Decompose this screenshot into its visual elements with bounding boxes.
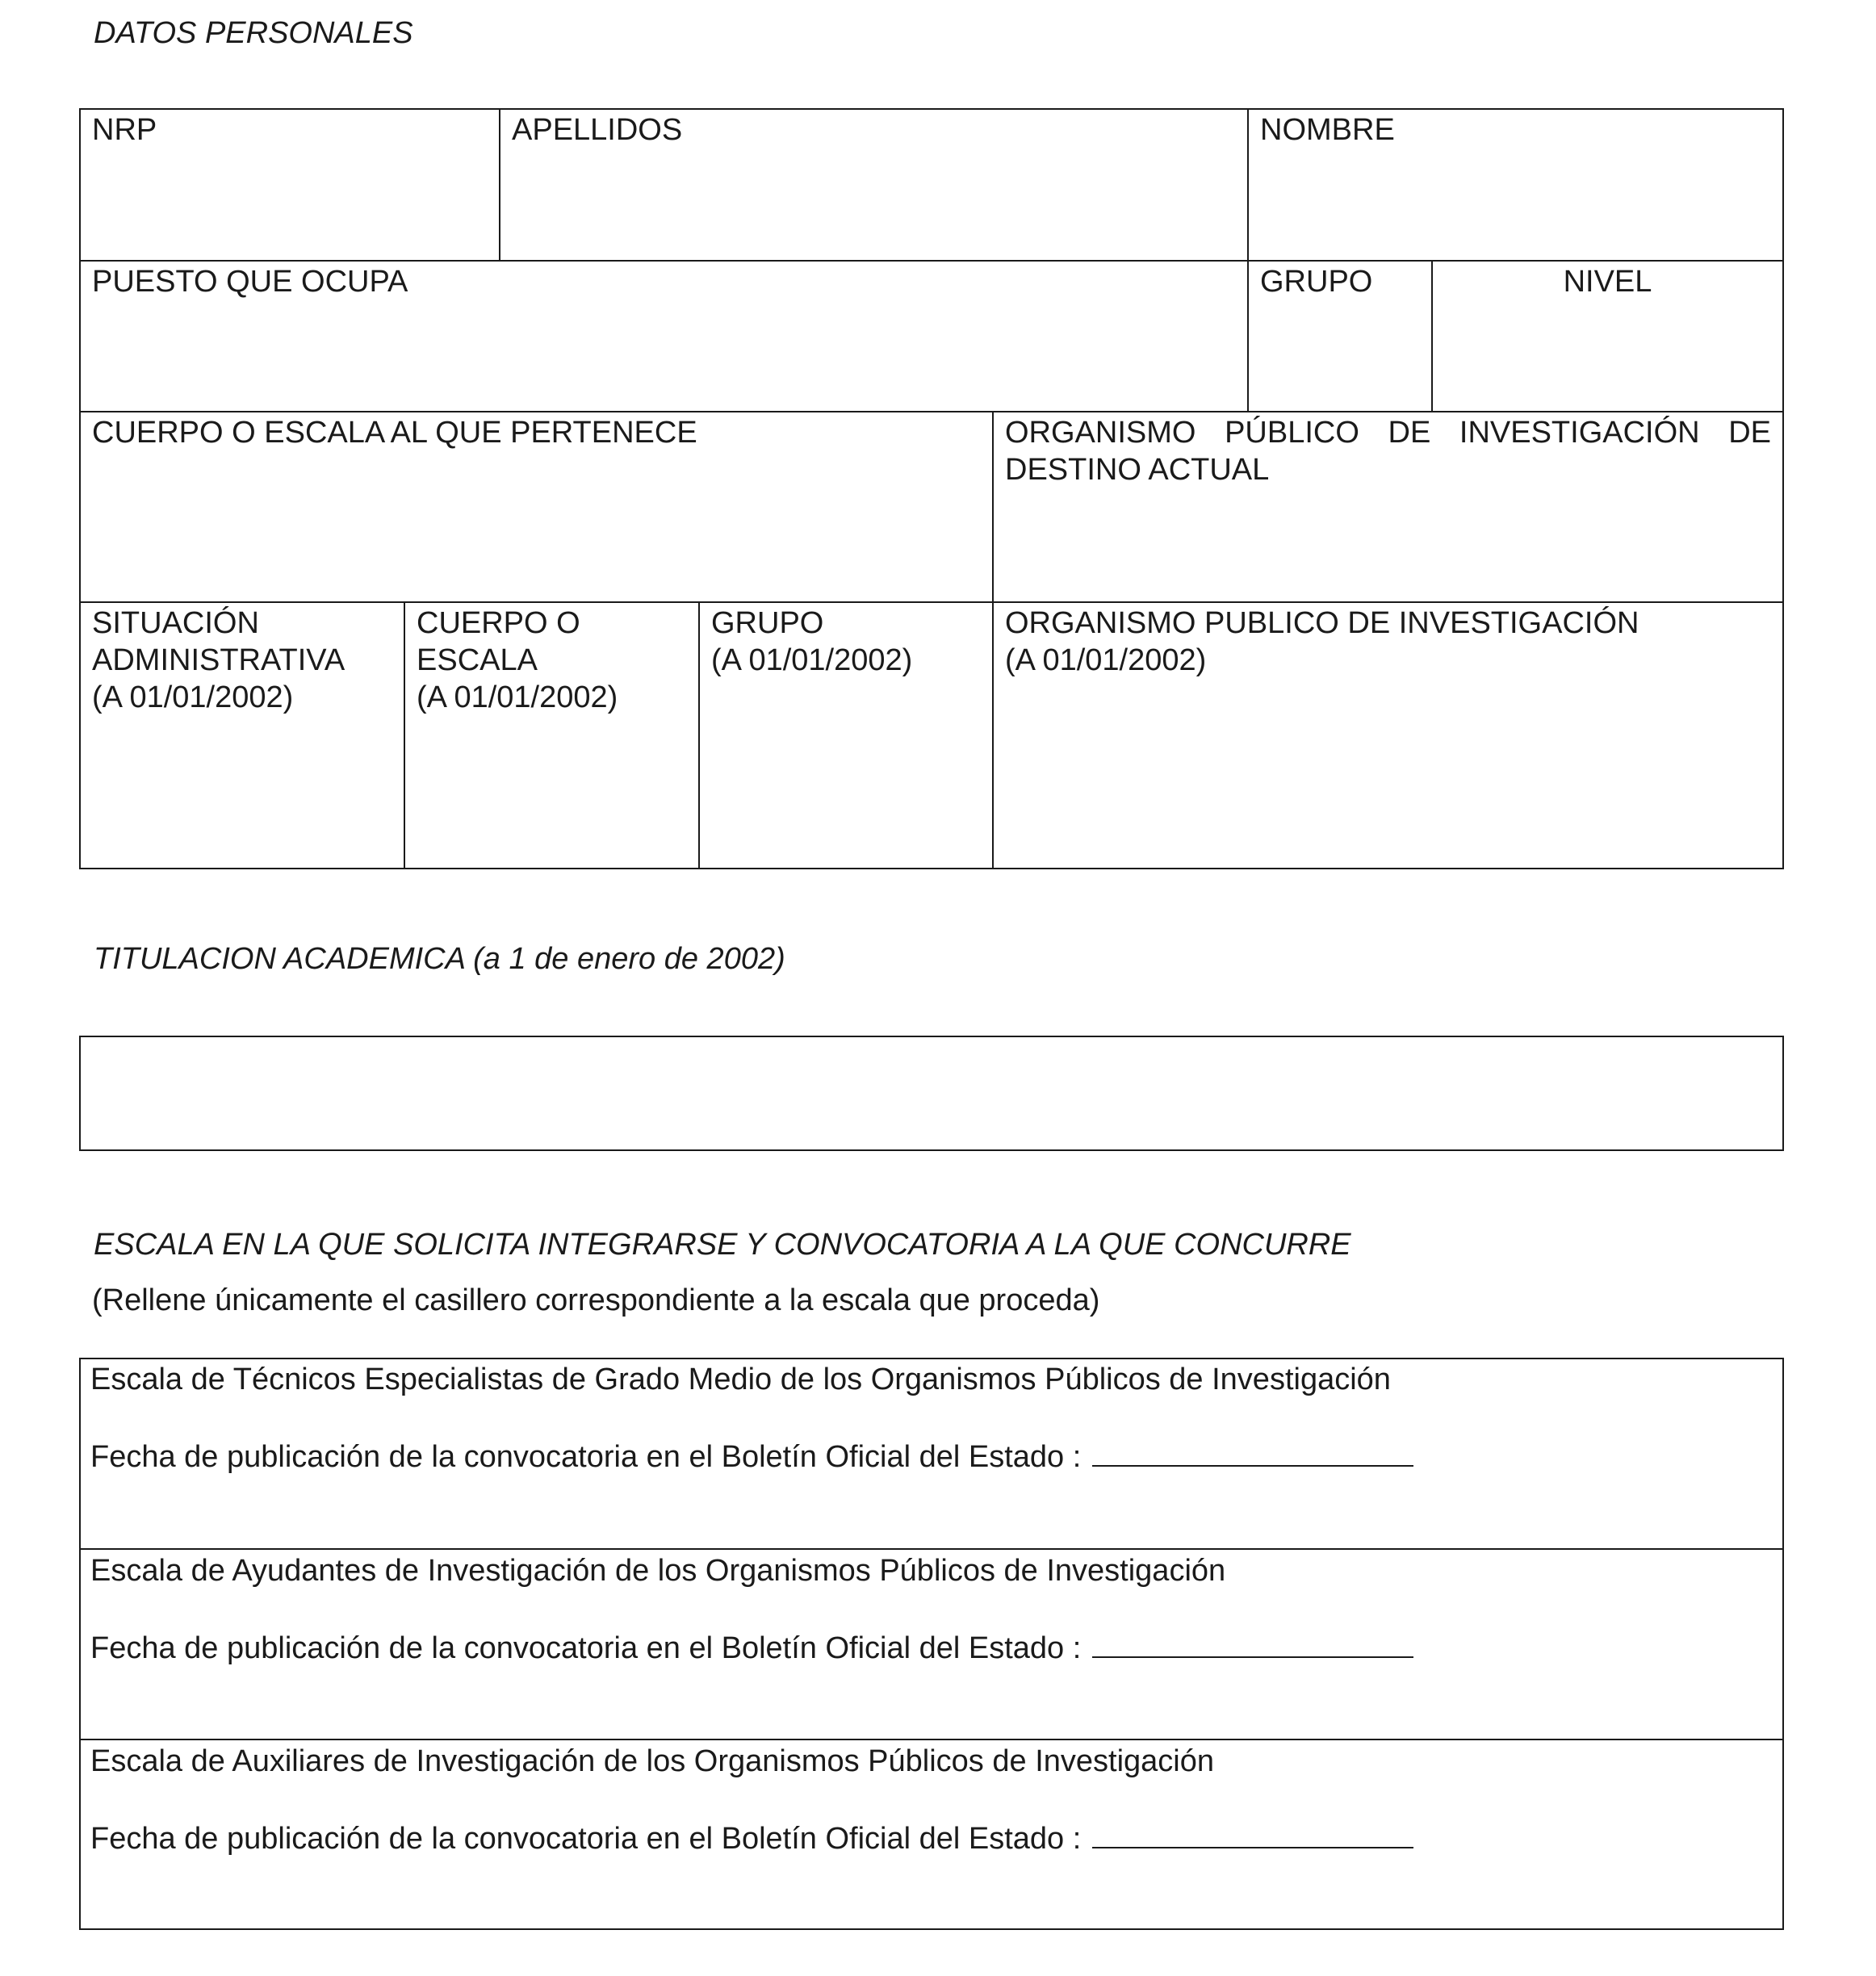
field-puesto[interactable] xyxy=(81,262,1247,411)
scale-option-date-blank[interactable] xyxy=(1092,1631,1413,1658)
section-title-academic-degree: TITULACION ACADEMICA (a 1 de enero de 2002) xyxy=(94,942,785,976)
scale-option-title: Escala de Auxiliares de Investigación de los Organismos Públicos de Investigación xyxy=(90,1744,1214,1778)
scale-option-date xyxy=(90,1820,1413,1857)
scale-option-date xyxy=(90,1630,1413,1667)
field-organismo-actual-label: ORGANISMO PÚBLICO DE INVESTIGACIÓN DE DESTINO ACTUAL xyxy=(1005,416,1771,487)
field-nrp[interactable] xyxy=(81,110,499,260)
field-grupo-2002-label-2: (A 01/01/2002) xyxy=(711,643,913,677)
field-nivel[interactable] xyxy=(1433,262,1782,411)
scale-option-date-label: Fecha de publicación de la convocatoria en el Boletín Oficial del Estado : xyxy=(90,1822,1082,1856)
field-organismo-2002-label-1: ORGANISMO PUBLICO DE INVESTIGACIÓN xyxy=(1005,606,1639,640)
field-grupo-2002[interactable] xyxy=(700,603,992,869)
scale-option-title: Escala de Técnicos Especialistas de Grado Medio de los Organismos Públicos de Investigación xyxy=(90,1363,1391,1396)
field-nombre[interactable] xyxy=(1249,110,1782,260)
section-title-scale: ESCALA EN LA QUE SOLICITA INTEGRARSE Y CONVOCATORIA A LA QUE CONCURRE xyxy=(94,1228,1351,1262)
field-organismo-2002-label-2: (A 01/01/2002) xyxy=(1005,643,1207,677)
field-situacion-label-2: ADMINISTRATIVA xyxy=(92,643,345,677)
field-cuerpo-escala-label-2: ESCALA xyxy=(417,643,538,677)
field-organismo-actual[interactable] xyxy=(994,412,1782,601)
academic-degree-field[interactable] xyxy=(79,1036,1784,1151)
field-apellidos-label: APELLIDOS xyxy=(512,113,683,147)
field-apellidos[interactable] xyxy=(500,110,1247,260)
scale-option-date-label: Fecha de publicación de la convocatoria en el Boletín Oficial del Estado : xyxy=(90,1631,1082,1665)
scale-instructions: (Rellene únicamente el casillero correspondiente a la escala que proceda) xyxy=(92,1283,1100,1317)
field-cuerpo-escala-label-1: CUERPO O xyxy=(417,606,580,640)
field-grupo-label: GRUPO xyxy=(1260,265,1373,299)
field-organismo-2002[interactable] xyxy=(994,603,1782,869)
field-cuerpo-escala-label-3: (A 01/01/2002) xyxy=(417,680,618,714)
field-cuerpo-escala[interactable] xyxy=(405,603,698,869)
scale-option-date-label: Fecha de publicación de la convocatoria en el Boletín Oficial del Estado : xyxy=(90,1440,1082,1474)
field-situacion-label-3: (A 01/01/2002) xyxy=(92,680,294,714)
field-situacion[interactable] xyxy=(81,603,404,869)
scale-option-title: Escala de Ayudantes de Investigación de los Organismos Públicos de Investigación xyxy=(90,1554,1226,1588)
field-grupo[interactable] xyxy=(1249,262,1431,411)
field-nrp-label: NRP xyxy=(92,113,157,147)
scale-option-date-blank[interactable] xyxy=(1092,1439,1413,1467)
field-cuerpo-label: CUERPO O ESCALA AL QUE PERTENECE xyxy=(92,416,697,450)
section-title-personal-data: DATOS PERSONALES xyxy=(94,16,413,50)
field-nivel-label: NIVEL xyxy=(1563,265,1652,299)
scale-option-date-blank[interactable] xyxy=(1092,1821,1413,1848)
scale-option-date xyxy=(90,1438,1413,1476)
field-puesto-label: PUESTO QUE OCUPA xyxy=(92,265,408,299)
field-nombre-label: NOMBRE xyxy=(1260,113,1395,147)
field-cuerpo[interactable] xyxy=(81,412,992,601)
field-situacion-label-1: SITUACIÓN xyxy=(92,606,259,640)
field-grupo-2002-label-1: GRUPO xyxy=(711,606,824,640)
